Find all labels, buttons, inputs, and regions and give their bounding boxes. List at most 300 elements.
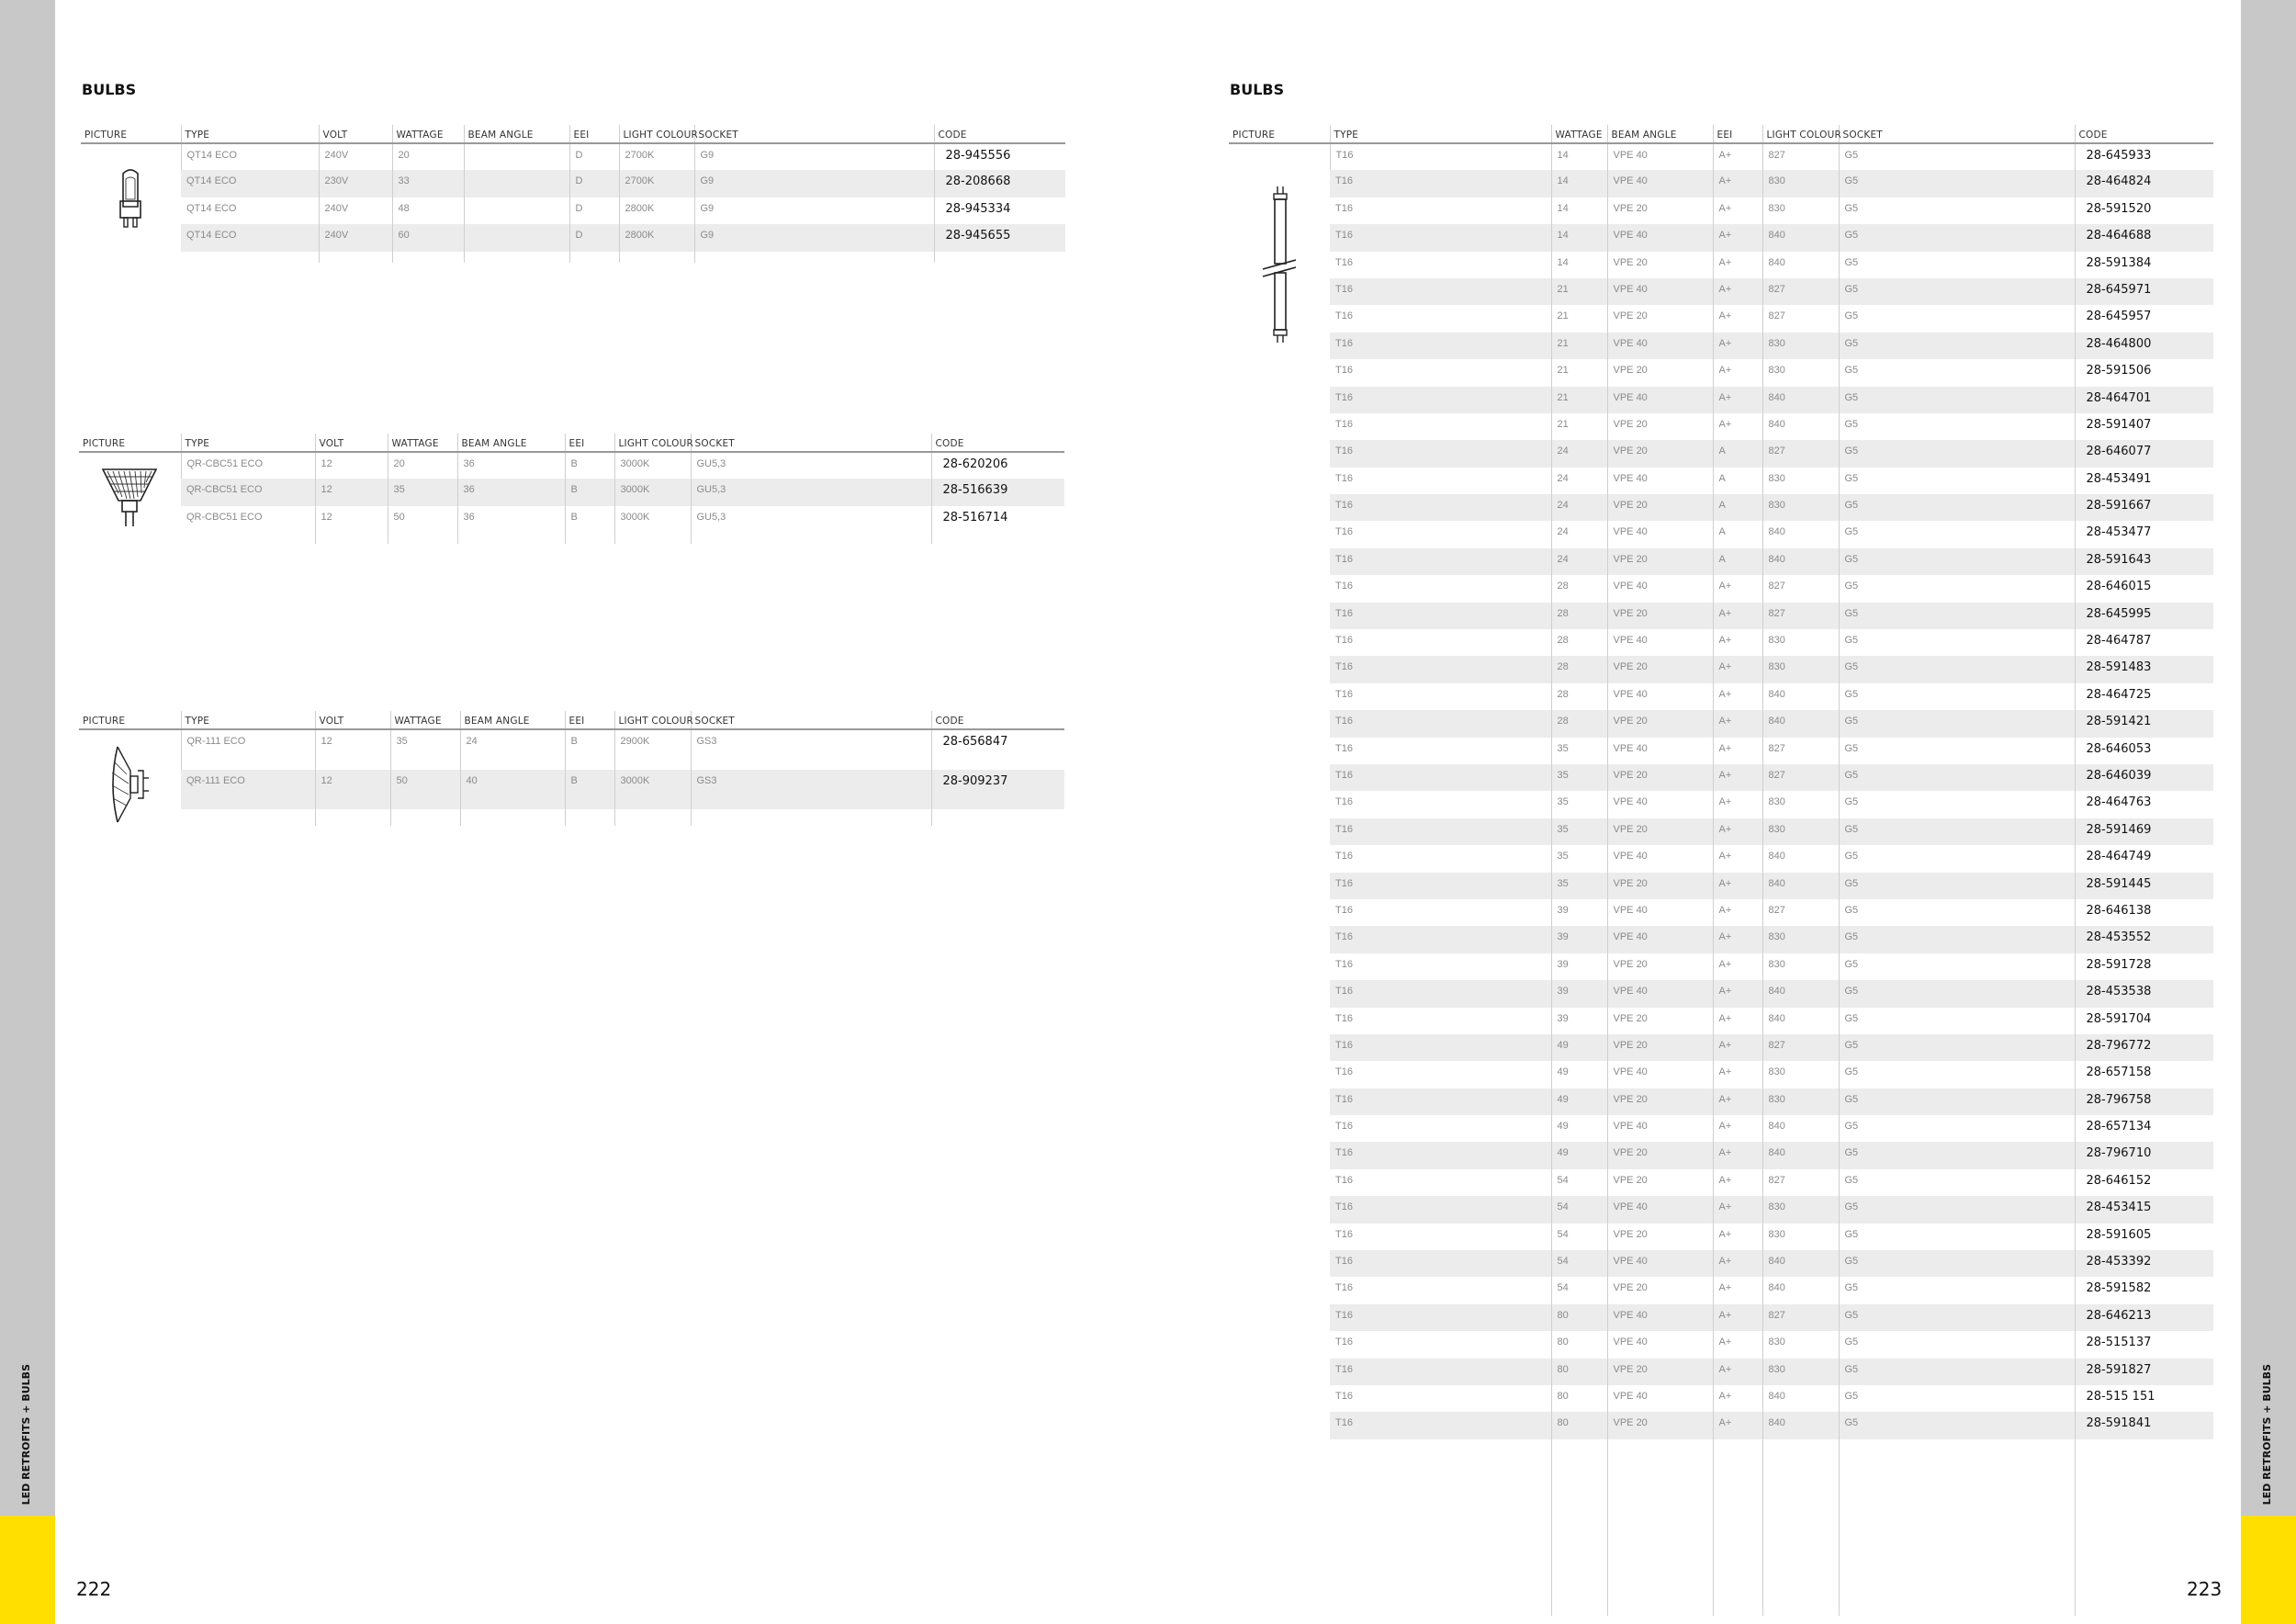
- table-row: [79, 770, 1064, 810]
- column-header-light-colour: LIGHT COLOUR: [1762, 125, 1839, 143]
- product-code: 28-591827: [2075, 1359, 2213, 1385]
- product-code: 28-464688: [2075, 224, 2213, 251]
- cell-beam-angle: VPE 40: [1607, 1304, 1713, 1331]
- table-row: [1229, 1061, 2213, 1088]
- cell-beam-angle: VPE 40: [1607, 791, 1713, 818]
- cell-light-colour: 830: [1762, 1359, 1839, 1385]
- cell-light-colour: 830: [1762, 1088, 1839, 1115]
- cell-wattage: 35: [1551, 873, 1607, 899]
- cell-eei: A+: [1713, 710, 1762, 737]
- empty-cell: [1607, 1557, 1713, 1616]
- empty-cell: [1839, 1498, 2075, 1557]
- cell-light-colour: 2900K: [614, 729, 691, 770]
- table-row: [79, 506, 1064, 533]
- product-code: 28-646077: [2075, 440, 2213, 467]
- cell-light-colour: 830: [1762, 791, 1839, 818]
- column-header-volt: VOLT: [315, 434, 388, 452]
- product-code: 28-516714: [931, 506, 1064, 533]
- product-picture: [79, 452, 181, 544]
- cell-wattage: 80: [1551, 1385, 1607, 1412]
- column-header-code: CODE: [934, 125, 1065, 143]
- cell-eei: A+: [1713, 575, 1762, 602]
- empty-cell: [392, 252, 464, 263]
- cell-wattage: 35: [388, 479, 457, 505]
- column-header-wattage: WATTAGE: [388, 434, 457, 452]
- table-row: [1229, 1196, 2213, 1223]
- cell-beam-angle: VPE 40: [1607, 980, 1713, 1007]
- cell-eei: B: [565, 479, 614, 505]
- product-code: 28-591667: [2075, 494, 2213, 521]
- qr111-bulb-icon: [79, 730, 181, 826]
- table-row: [1229, 468, 2213, 494]
- cell-light-colour: 830: [1762, 818, 1839, 845]
- cell-wattage: 39: [1551, 1008, 1607, 1034]
- cell-socket: G5: [1839, 1224, 2075, 1250]
- cell-socket: G5: [1839, 494, 2075, 521]
- reflector-bulb-icon: [79, 453, 181, 530]
- cell-light-colour: 827: [1762, 603, 1839, 629]
- empty-cell: [934, 252, 1065, 263]
- cell-eei: A+: [1713, 656, 1762, 682]
- cell-eei: A+: [1713, 278, 1762, 305]
- cell-type: QT14 ECO: [181, 143, 319, 170]
- cell-type: T16: [1335, 472, 1353, 484]
- empty-cell: [388, 533, 457, 544]
- table-row: [1229, 1412, 2213, 1438]
- cell-wattage: 14: [1551, 224, 1607, 251]
- cell-beam-angle: 36: [457, 452, 565, 479]
- cell-wattage: 20: [388, 452, 457, 479]
- cell-eei: A+: [1713, 1304, 1762, 1331]
- right-side-bar: [2241, 0, 2296, 1624]
- cell-light-colour: 3000K: [614, 506, 691, 533]
- cell-light-colour: 830: [1762, 1196, 1839, 1223]
- cell-wattage: 35: [390, 729, 460, 770]
- empty-cell: [569, 252, 619, 263]
- cell-eei: A+: [1713, 845, 1762, 872]
- cell-type: T16: [1335, 202, 1353, 214]
- cell-wattage: 24: [1551, 494, 1607, 521]
- cell-light-colour: 827: [1762, 764, 1839, 791]
- cell-beam-angle: VPE 40: [1607, 629, 1713, 656]
- column-header-socket: SOCKET: [1839, 125, 2075, 143]
- table-row: [1229, 143, 2213, 170]
- cell-wattage: 14: [1551, 197, 1607, 224]
- column-header-volt: VOLT: [315, 711, 390, 729]
- cell-beam-angle: VPE 40: [1607, 278, 1713, 305]
- cell-type: T16: [1335, 958, 1353, 970]
- cell-beam-angle: VPE 20: [1607, 873, 1713, 899]
- cell-light-colour: 3000K: [614, 479, 691, 505]
- cell-type: T16: [1330, 1088, 1551, 1115]
- column-header-eei: EEI: [569, 125, 619, 143]
- cell-beam-angle: VPE 20: [1607, 548, 1713, 575]
- empty-cell: [931, 809, 1064, 826]
- cell-socket: G5: [1839, 305, 2075, 332]
- table-row: [1229, 873, 2213, 899]
- cell-socket: G5: [1839, 575, 2075, 602]
- column-header-code: CODE: [931, 711, 1064, 729]
- cell-eei: B: [565, 729, 614, 770]
- product-code: 28-796758: [2075, 1088, 2213, 1115]
- cell-light-colour: 827: [1762, 899, 1839, 926]
- empty-cell: [1713, 1498, 1762, 1557]
- product-code: 28-591841: [2075, 1412, 2213, 1438]
- product-code: 28-516639: [931, 479, 1064, 505]
- cell-beam-angle: VPE 20: [1607, 1169, 1713, 1196]
- right-page-title: BULBS: [1230, 81, 1285, 98]
- product-code: 28-645995: [2075, 603, 2213, 629]
- cell-beam-angle: VPE 20: [1607, 305, 1713, 332]
- cell-type: T16: [1335, 526, 1353, 538]
- cell-type: QR-CBC51 ECO: [181, 479, 315, 505]
- cell-type: T16: [1330, 1250, 1551, 1277]
- table-row: [1229, 980, 2213, 1007]
- cell-beam-angle: 40: [460, 770, 565, 810]
- cell-beam-angle: VPE 40: [1607, 1250, 1713, 1277]
- cell-type: T16: [1330, 1359, 1551, 1385]
- cell-socket: G5: [1839, 873, 2075, 899]
- cell-wattage: 39: [1551, 899, 1607, 926]
- cell-light-colour: 840: [1762, 224, 1839, 251]
- cell-type: T16: [1330, 764, 1551, 791]
- cell-beam-angle: 36: [457, 479, 565, 505]
- cell-eei: A+: [1713, 387, 1762, 413]
- cell-eei: A: [1713, 468, 1762, 494]
- empty-cell: [2075, 1557, 2213, 1616]
- product-code: 28-591384: [2075, 252, 2213, 278]
- cell-light-colour: 840: [1762, 521, 1839, 547]
- cell-eei: A+: [1713, 224, 1762, 251]
- cell-socket: G5: [1839, 413, 2075, 440]
- cell-type: QR-CBC51 ECO: [181, 452, 315, 479]
- empty-cell: [619, 252, 694, 263]
- cell-volt: 12: [315, 770, 390, 810]
- cell-light-colour: 2800K: [619, 224, 694, 251]
- cell-type: T16: [1330, 1034, 1551, 1061]
- table-row: [79, 479, 1064, 505]
- column-header-light-colour: LIGHT COLOUR: [619, 125, 694, 143]
- column-header-code: CODE: [2075, 125, 2213, 143]
- capsule-bulb-icon: [81, 144, 181, 231]
- product-code: 28-453415: [2075, 1196, 2213, 1223]
- cell-beam-angle: VPE 40: [1607, 1196, 1713, 1223]
- cell-type: QT14 ECO: [181, 224, 319, 251]
- cell-eei: A+: [1713, 1034, 1762, 1061]
- cell-socket: G5: [1839, 1331, 2075, 1358]
- table-row: [1229, 1359, 2213, 1385]
- cell-type: T16: [1335, 1012, 1353, 1024]
- product-code: 28-453552: [2075, 926, 2213, 953]
- empty-cell: [1762, 1439, 1839, 1498]
- cell-wattage: 50: [390, 770, 460, 810]
- cell-beam-angle: VPE 40: [1607, 683, 1713, 710]
- cell-beam-angle: VPE 20: [1607, 818, 1713, 845]
- cell-eei: A+: [1713, 683, 1762, 710]
- table-row: [1229, 764, 2213, 791]
- cell-eei: A: [1713, 521, 1762, 547]
- cell-type: T16: [1335, 418, 1353, 430]
- cell-socket: G5: [1839, 440, 2075, 467]
- cell-eei: A+: [1713, 1008, 1762, 1034]
- empty-cell: [181, 252, 319, 263]
- cell-socket: G5: [1839, 738, 2075, 764]
- cell-wattage: 54: [1551, 1277, 1607, 1303]
- cell-socket: G5: [1839, 143, 2075, 170]
- product-code: 28-657134: [2075, 1115, 2213, 1142]
- cell-eei: A+: [1713, 1250, 1762, 1277]
- product-code: 28-591704: [2075, 1008, 2213, 1034]
- product-code: 28-645933: [2075, 143, 2213, 170]
- cell-eei: A+: [1713, 1142, 1762, 1168]
- cell-volt: 12: [315, 506, 388, 533]
- product-code: 28-909237: [931, 770, 1064, 810]
- cell-eei: A+: [1713, 1115, 1762, 1142]
- cell-type: T16: [1335, 851, 1353, 863]
- table-filler-row: [79, 533, 1064, 544]
- cell-eei: A+: [1713, 1277, 1762, 1303]
- cell-eei: A+: [1713, 1412, 1762, 1438]
- cell-eei: D: [569, 143, 619, 170]
- table-row: [1229, 359, 2213, 386]
- cell-socket: G5: [1839, 1142, 2075, 1168]
- cell-beam-angle: VPE 20: [1607, 1412, 1713, 1438]
- cell-beam-angle: VPE 20: [1607, 764, 1713, 791]
- cell-volt: 12: [315, 729, 390, 770]
- empty-cell: [315, 533, 388, 544]
- cell-socket: G5: [1839, 1115, 2075, 1142]
- table-row: [1229, 575, 2213, 602]
- cell-type: T16: [1330, 603, 1551, 629]
- cell-wattage: 28: [1551, 710, 1607, 737]
- product-code: 28-464749: [2075, 845, 2213, 872]
- product-code: 28-453392: [2075, 1250, 2213, 1277]
- table-row: [1229, 252, 2213, 278]
- product-code: 28-591582: [2075, 1277, 2213, 1303]
- cell-light-colour: 830: [1762, 170, 1839, 197]
- cell-eei: A: [1713, 440, 1762, 467]
- cell-socket: G5: [1839, 953, 2075, 980]
- cell-type: T16: [1330, 494, 1551, 521]
- column-header-socket: SOCKET: [694, 125, 934, 143]
- column-header-picture: PICTURE: [79, 711, 181, 729]
- empty-cell: [2075, 1498, 2213, 1557]
- column-header-beam-angle: BEAM ANGLE: [460, 711, 565, 729]
- cell-socket: G5: [1839, 224, 2075, 251]
- cell-light-colour: 840: [1762, 387, 1839, 413]
- cell-eei: A+: [1713, 197, 1762, 224]
- cell-light-colour: 840: [1762, 1412, 1839, 1438]
- cell-light-colour: 840: [1762, 1277, 1839, 1303]
- product-code: 28-945334: [934, 197, 1065, 224]
- cell-wattage: 54: [1551, 1250, 1607, 1277]
- product-code: 28-591520: [2075, 197, 2213, 224]
- product-picture: [1229, 143, 1330, 1616]
- cell-socket: G5: [1839, 656, 2075, 682]
- cell-wattage: 39: [1551, 926, 1607, 953]
- cell-socket: GS3: [691, 729, 931, 770]
- cell-wattage: 28: [1551, 575, 1607, 602]
- cell-eei: A+: [1713, 305, 1762, 332]
- cell-wattage: 21: [1551, 413, 1607, 440]
- cell-type: T16: [1330, 170, 1551, 197]
- product-code: 28-591407: [2075, 413, 2213, 440]
- cell-type: T16: [1335, 688, 1353, 700]
- cell-eei: A+: [1713, 333, 1762, 359]
- cell-wattage: 28: [1551, 603, 1607, 629]
- empty-cell: [457, 533, 565, 544]
- cell-light-colour: 2700K: [619, 170, 694, 197]
- cell-light-colour: 840: [1762, 1385, 1839, 1412]
- t16-tube-icon: [1229, 144, 1330, 343]
- cell-eei: A+: [1713, 359, 1762, 386]
- cell-volt: 230V: [319, 170, 392, 197]
- table-row: [1229, 1250, 2213, 1277]
- table-filler-row: [1229, 1557, 2213, 1616]
- empty-cell: [319, 252, 392, 263]
- empty-cell: [1762, 1557, 1839, 1616]
- cell-light-colour: 830: [1762, 494, 1839, 521]
- empty-cell: [931, 533, 1064, 544]
- cell-eei: A+: [1713, 738, 1762, 764]
- left-page-title: BULBS: [82, 81, 137, 98]
- cell-type: T16: [1335, 1390, 1353, 1402]
- cell-socket: G5: [1839, 791, 2075, 818]
- cell-eei: A+: [1713, 1196, 1762, 1223]
- product-code: 28-646015: [2075, 575, 2213, 602]
- cell-type: T16: [1330, 224, 1551, 251]
- product-code: 28-591506: [2075, 359, 2213, 386]
- product-code: 28-945655: [934, 224, 1065, 251]
- cell-beam-angle: VPE 40: [1607, 1385, 1713, 1412]
- cell-eei: A+: [1713, 252, 1762, 278]
- product-code: 28-646152: [2075, 1169, 2213, 1196]
- cell-type: T16: [1335, 1174, 1353, 1186]
- cell-volt: 240V: [319, 224, 392, 251]
- cell-wattage: 24: [1551, 468, 1607, 494]
- empty-cell: [691, 809, 931, 826]
- cell-eei: A+: [1713, 629, 1762, 656]
- cell-wattage: 54: [1551, 1169, 1607, 1196]
- cell-type: T16: [1330, 278, 1551, 305]
- cell-socket: G5: [1839, 980, 2075, 1007]
- product-code: 28-620206: [931, 452, 1064, 479]
- product-code: 28-464763: [2075, 791, 2213, 818]
- column-header-type: TYPE: [181, 434, 315, 452]
- cell-eei: A+: [1713, 1224, 1762, 1250]
- cell-type: T16: [1330, 440, 1551, 467]
- cell-light-colour: 830: [1762, 656, 1839, 682]
- cell-beam-angle: VPE 40: [1607, 926, 1713, 953]
- empty-cell: [565, 533, 614, 544]
- table-row: [1229, 1088, 2213, 1115]
- table-row: [1229, 629, 2213, 656]
- empty-cell: [1330, 1439, 1551, 1498]
- cell-type: T16: [1335, 581, 1353, 592]
- cell-wattage: 39: [1551, 953, 1607, 980]
- table-row: [1229, 926, 2213, 953]
- cell-socket: G5: [1839, 1008, 2075, 1034]
- cell-type: T16: [1330, 980, 1551, 1007]
- cell-beam-angle: VPE 20: [1607, 494, 1713, 521]
- cell-light-colour: 840: [1762, 1115, 1839, 1142]
- cell-type: T16: [1330, 873, 1551, 899]
- cell-beam-angle: [464, 197, 569, 224]
- cell-wattage: 80: [1551, 1331, 1607, 1358]
- cell-wattage: 33: [392, 170, 464, 197]
- table-row: [1229, 656, 2213, 682]
- cell-light-colour: 827: [1762, 575, 1839, 602]
- cell-wattage: 28: [1551, 656, 1607, 682]
- cell-eei: A+: [1713, 603, 1762, 629]
- column-header-light-colour: LIGHT COLOUR: [614, 711, 691, 729]
- cell-type: T16: [1335, 1228, 1353, 1240]
- cell-wattage: 21: [1551, 305, 1607, 332]
- cell-wattage: 28: [1551, 629, 1607, 656]
- product-code: 28-646138: [2075, 899, 2213, 926]
- cell-beam-angle: VPE 20: [1607, 413, 1713, 440]
- cell-eei: B: [565, 770, 614, 810]
- cell-light-colour: 840: [1762, 548, 1839, 575]
- cell-beam-angle: VPE 40: [1607, 468, 1713, 494]
- cell-wattage: 21: [1551, 387, 1607, 413]
- empty-cell: [1607, 1439, 1713, 1498]
- cell-socket: G9: [694, 170, 934, 197]
- product-code: 28-646213: [2075, 1304, 2213, 1331]
- cell-wattage: 24: [1551, 521, 1607, 547]
- cell-eei: A+: [1713, 873, 1762, 899]
- product-code: 28-656847: [931, 729, 1064, 770]
- cell-wattage: 49: [1551, 1061, 1607, 1088]
- cell-beam-angle: VPE 20: [1607, 1088, 1713, 1115]
- column-header-light-colour: LIGHT COLOUR: [614, 434, 691, 452]
- table-row: [1229, 197, 2213, 224]
- product-code: 28-591643: [2075, 548, 2213, 575]
- side-accent-block: [2241, 1516, 2296, 1624]
- table-row: [1229, 333, 2213, 359]
- cell-eei: A+: [1713, 413, 1762, 440]
- cell-eei: A+: [1713, 926, 1762, 953]
- cell-type: T16: [1330, 1304, 1551, 1331]
- cell-light-colour: 827: [1762, 1304, 1839, 1331]
- cell-light-colour: 840: [1762, 683, 1839, 710]
- cell-beam-angle: VPE 20: [1607, 656, 1713, 682]
- table-row: [1229, 224, 2213, 251]
- empty-cell: [1551, 1498, 1607, 1557]
- cell-beam-angle: VPE 40: [1607, 333, 1713, 359]
- cell-socket: GU5,3: [691, 506, 931, 533]
- column-header-code: CODE: [931, 434, 1064, 452]
- table-row: [1229, 1385, 2213, 1412]
- cell-socket: G5: [1839, 359, 2075, 386]
- cell-wattage: 49: [1551, 1034, 1607, 1061]
- cell-beam-angle: VPE 40: [1607, 1115, 1713, 1142]
- cell-socket: GU5,3: [691, 479, 931, 505]
- cell-type: T16: [1330, 1196, 1551, 1223]
- empty-cell: [315, 809, 390, 826]
- page-number-right: 223: [2187, 1578, 2223, 1600]
- product-code: 28-453538: [2075, 980, 2213, 1007]
- spec-table-qt14: [81, 125, 1065, 263]
- cell-eei: A+: [1713, 1331, 1762, 1358]
- cell-type: T16: [1335, 635, 1353, 647]
- cell-socket: G5: [1839, 926, 2075, 953]
- cell-wattage: 35: [1551, 764, 1607, 791]
- cell-wattage: 24: [1551, 440, 1607, 467]
- cell-socket: G5: [1839, 1169, 2075, 1196]
- column-header-beam-angle: BEAM ANGLE: [1607, 125, 1713, 143]
- empty-cell: [1713, 1439, 1762, 1498]
